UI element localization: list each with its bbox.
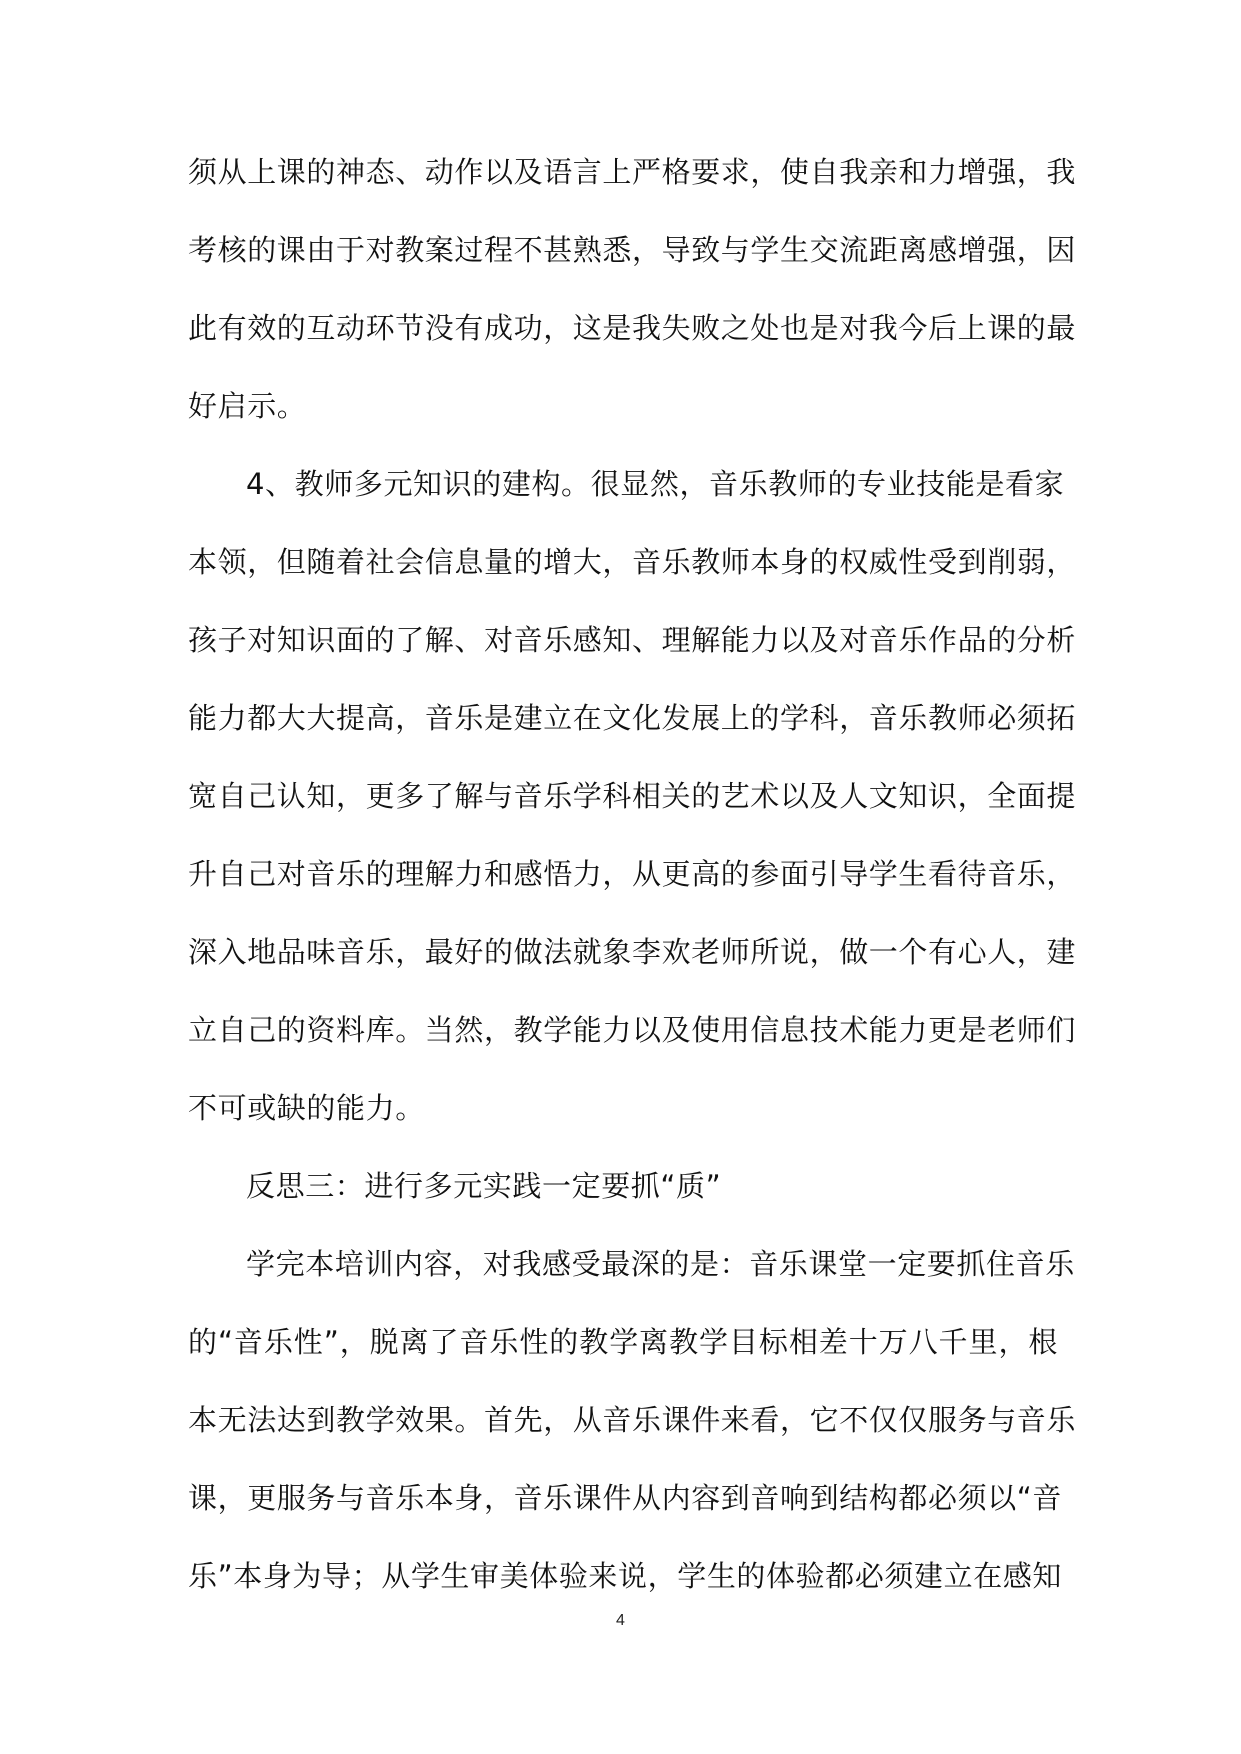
text-line: 乐”本身为导；从学生审美体验来说，学生的体验都必须建立在感知 <box>188 1559 1063 1593</box>
text-line: 深入地品味音乐，最好的做法就象李欢老师所说，做一个有心人，建 <box>188 935 1077 969</box>
text-line: 本无法达到教学效果。首先，从音乐课件来看，它不仅仅服务与音乐 <box>188 1403 1077 1437</box>
text-line: 立自己的资料库。当然，教学能力以及使用信息技术能力更是老师们 <box>188 1013 1077 1047</box>
text-line: 本领，但随着社会信息量的增大，音乐教师本身的权威性受到削弱， <box>188 545 1077 579</box>
text-line: 须从上课的神态、动作以及语言上严格要求，使自我亲和力增强，我 <box>188 155 1077 189</box>
text-line: 课，更服务与音乐本身，音乐课件从内容到音响到结构都必须以“音 <box>188 1481 1063 1515</box>
page-number: 4 <box>616 1612 625 1629</box>
text-line: 此有效的互动环节没有成功，这是我失败之处也是对我今后上课的最 <box>188 311 1077 345</box>
text-line: 孩子对知识面的了解、对音乐感知、理解能力以及对音乐作品的分析 <box>188 623 1077 657</box>
text-line: 学完本培训内容，对我感受最深的是：音乐课堂一定要抓住音乐 <box>246 1247 1075 1281</box>
text-line: 4、教师多元知识的建构。很显然，音乐教师的专业技能是看家 <box>246 467 1065 501</box>
text-line: 的“音乐性”，脱离了音乐性的教学离教学目标相差十万八千里，根 <box>188 1325 1058 1359</box>
text-line: 不可或缺的能力。 <box>188 1091 425 1125</box>
document-body <box>188 140 1077 1622</box>
section-heading: 反思三：进行多元实践一定要抓“质” <box>246 1169 722 1203</box>
text-line: 升自己对音乐的理解力和感悟力，从更高的参面引导学生看待音乐， <box>188 857 1077 891</box>
text-line: 考核的课由于对教案过程不甚熟悉，导致与学生交流距离感增强，因 <box>188 233 1077 267</box>
text-line: 好启示。 <box>188 389 307 423</box>
text-line: 宽自己认知，更多了解与音乐学科相关的艺术以及人文知识，全面提 <box>188 779 1077 813</box>
text-line: 能力都大大提高，音乐是建立在文化发展上的学科，音乐教师必须拓 <box>188 701 1077 735</box>
